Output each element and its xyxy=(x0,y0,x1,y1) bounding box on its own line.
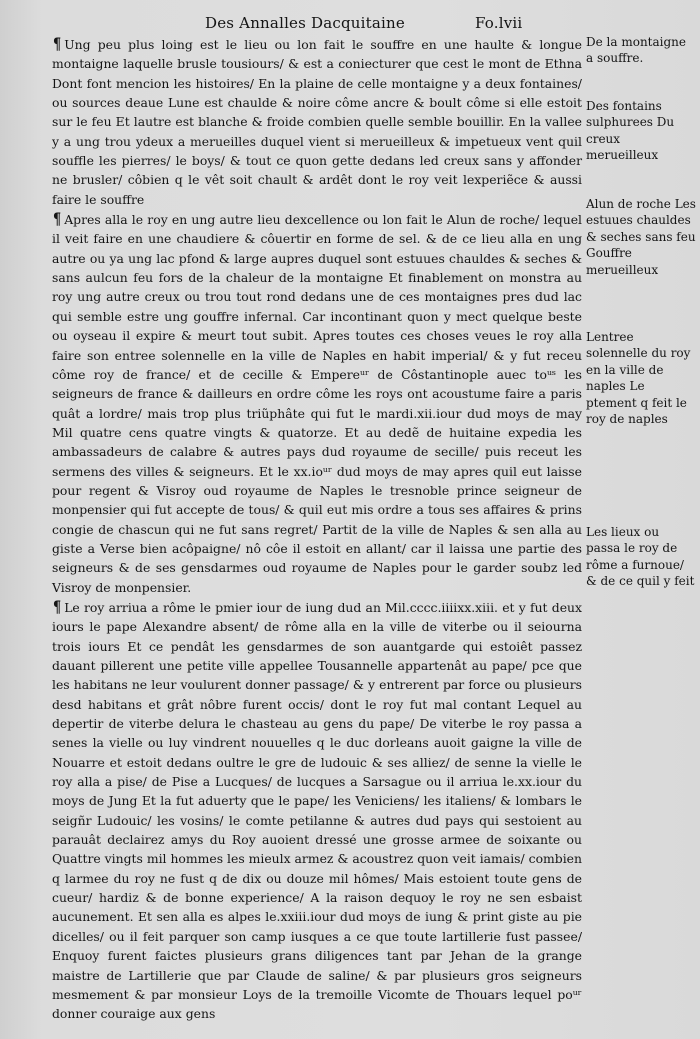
paragraph-text: Ung peu plus loing est le lieu ou lon fait le souffre en une haulte & longue montaigne laquelle brusle tousiours/ & est a coniecturer que cest le mont de Ethna Dont font mencion les histoires/ En la plaine de celle montaigne y a deux fontaines/ ou sources deaue Lune est chaulde & noire côme ancre & boult côme si elle estoit sur le feu Et lautre est blanche & froide combien quelle semble bouillir. En la vallee y a ung trou ydeux a merueilles duquel vient si merueilleux & impetueux vent quil souffle les pierres/ le boys/ & tout ce quon gette dedans led creux sans y affonder ne brusler/ côbien q le vêt soit chault & ardêt dont le roy veit lexperiẽce & aussi faire le souffre xyxy=(52,37,582,207)
margin-note: Les lieux ou passa le roy de rôme a furnoue/ & de ce quil y feit xyxy=(586,525,695,589)
margin-note: Des fontains sulphurees Du creux merueilleux xyxy=(586,99,675,163)
main-text-column xyxy=(52,34,582,1024)
margin-note: De la montaigne a souffre. xyxy=(586,35,687,66)
running-header xyxy=(0,6,700,32)
paragraph-text: Apres alla le roy en ung autre lieu dexcellence ou lon fait le Alun de roche/ lequel il veit faire en une chaudiere & côuertir en forme de sel. & de ce lieu alla en ung autre ou ya ung lac pfond & large aupres duquel sont estuues chauldes & seches & sans aulcun feu fors de la chaleur de la montaigne Et finablement on monstra au roy ung autre creux ou trou tout rond dedans une de ces montaignes pres dud lac qui semble estre ung gouffre infernal. Car incontinant quon y mect quelque beste ou oyseau il expire & meurt tout subit. Apres toutes ces choses veues le roy alla faire son entree solennelle en la ville de Naples en habit imperial/ & y fut receu côme roy de france/ et de cecille & Empereᵘʳ de Côstantinople auec toᵘˢ les seigneurs de france & dailleurs en ordre côme les roys ont acoustume faire a paris quât a lordre/ mais trop plus triũphâte qui fut le mardi.xii.iour dud moys de may Mil quatre cens quatre vingts & quatorze. Et au dedẽ de huitaine expedia les ambassadeurs de calabre & autres pays dud royaume de secille/ puis receut les sermens des villes & seigneurs. Et le xx.ioᵘʳ dud moys de may apres quil eut laisse pour regent & Visroy oud royaume de Naples le tresnoble prince seigneur de monpensier qui fut accepte de tous/ & quil eut mis ordre a tous ses affaires & prins congie de chascun qui ne fut sans regret/ Partit de la ville de Naples & sen alla au giste a Verse bien acôpaigne/ nô côe il estoit en allant/ car il laissa une partie des seigneurs & de ses gensdarmes oud royaume de Naples pour le garder soubz led Visroy de monpensier. xyxy=(52,212,582,595)
paragraph xyxy=(52,597,582,1024)
pilcrow-mark: ¶ xyxy=(53,34,62,53)
paragraph-text: Le roy arriua a rôme le pmier iour de iung dud an Mil.cccc.iiiixx.xiii. et y fut deux iours le pape Alexandre absent/ de rôme alla en la ville de viterbe ou il seiourna trois iours Et ce pendât les gensdarmes de son auantgarde qui estoiêt passez dauant pillerent une petite ville appellee Tousannelle appartenât au pape/ pce que les habitans ne leur voulurent donner passage/ & y entrerent par force ou plusieurs desd habitans et grât nôbre furent occis/ dont le roy fut mal contant Lequel au depertir de viterbe delura le chasteau au gens du pape/ De viterbe le roy passa a senes la vielle ou luy vindrent nouuelles q le duc dorleans auoit gaigne la ville de Nouarre et estoit dedans oultre le gre de ludouic & ses alliez/ de senne la vielle le roy alla a pise/ de Pise a Lucques/ de lucques a Sarsague ou il arriua le.xx.iour du moys de Jung Et la fut aduerty que le pape/ les Veniciens/ les italiens/ & lombars le seigñr Ludouic/ les vosins/ le comte petilanne & autres dud pays qui sestoient au parauât declairez amys du Roy auoient dressé une grosse armee de soixante ou Quattre vingts mil hommes les mieulx armez & acoustrez quon veit iamais/ combien q larmee du roy ne fust q de dix ou douze mil hômes/ Mais estoient toute gens de cueur/ hardiz & de bonne experience/ A la raison dequoy le roy ne sen esbaist aucunement. Et sen alla es alpes le.xxiii.iour dud moys de iung & print giste au pie dicelles/ ou il feit parquer son camp iusques a ce que toute lartillerie fust passee/ Enquoy furent faictes plusieurs grans diligences tant par Jehan de la grange maistre de Lartillerie que par Claude de saline/ & par plusieurs gros seigneurs mesmement & par monsieur Loys de la tremoille Vicomte de Thouars lequel poᵘʳ donner couraige aux gens xyxy=(52,599,582,1022)
paragraph xyxy=(52,34,582,209)
folio-number: Fo.lvii xyxy=(475,14,523,32)
pilcrow-mark: ¶ xyxy=(53,209,62,229)
margin-note: Alun de roche Les estuues chauldes & seches sans feu Gouffre merueilleux xyxy=(586,197,696,277)
pilcrow-mark: ¶ xyxy=(53,596,62,616)
paragraph xyxy=(52,209,582,597)
running-title: Des Annalles Dacquitaine xyxy=(205,14,405,32)
margin-note: Lentree solennelle du roy en la ville de naples Le ptement q feit le roy de naples xyxy=(586,330,691,427)
